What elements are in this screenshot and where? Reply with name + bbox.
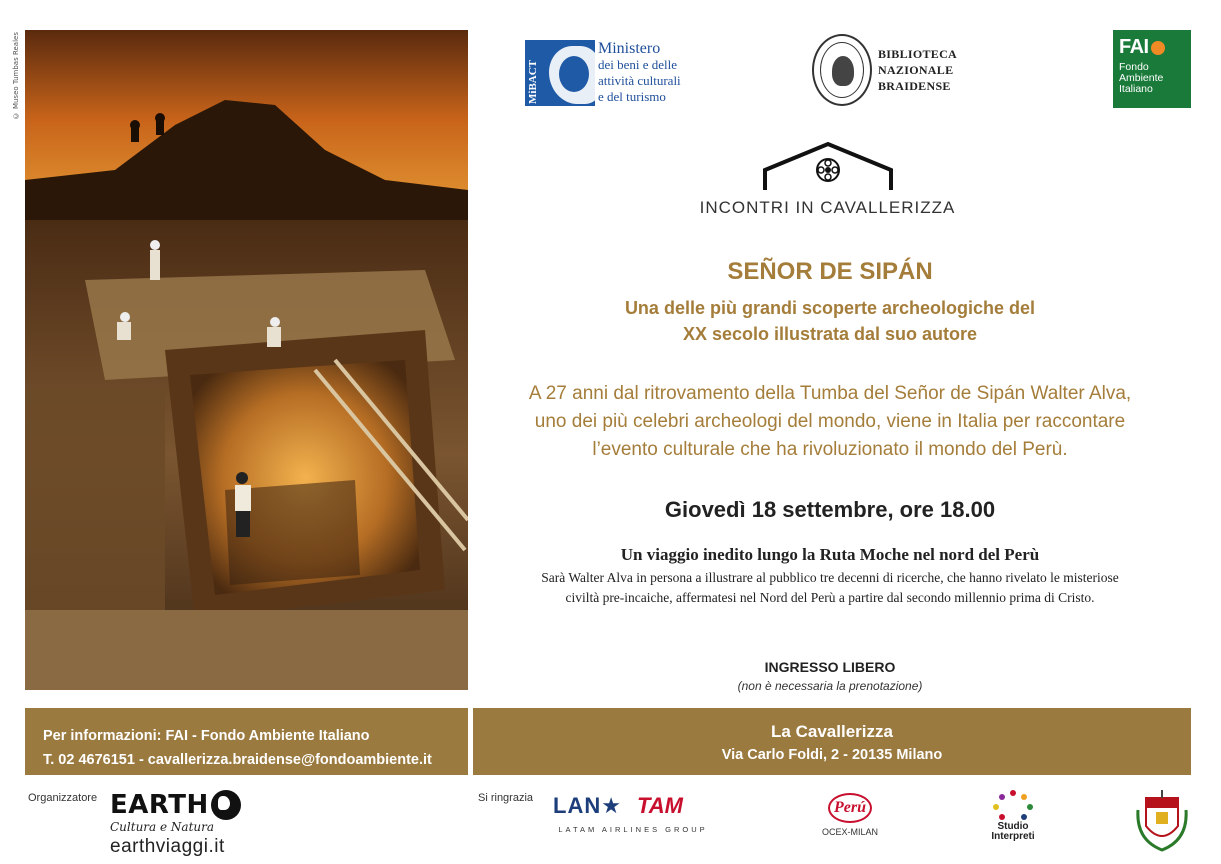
fai-line2: Ambiente (1119, 72, 1164, 84)
journey-title: Un viaggio inedito lungo la Ruta Moche nel nord del Perù (620, 545, 1040, 564)
earth-url: earthviaggi.it (110, 836, 225, 857)
event-title: SEÑOR DE SIPÁN (727, 258, 933, 285)
info-line1: Per informazioni: FAI - Fondo Ambiente Italiano (43, 728, 370, 744)
peru-logo-text: Perú (828, 793, 872, 823)
fai-logo-text: FAI (1119, 36, 1149, 58)
intro-line2: uno dei più celebri archeologi del mondo, viene in Italia per raccontare (534, 411, 1126, 432)
mibact-text (598, 41, 681, 105)
photo-credit: © Museo Tumbas Reales (12, 32, 20, 120)
intro-line1: A 27 anni dal ritrovamento della Tumba del Señor de Sipán Walter Alva, (528, 383, 1132, 404)
fai-flower-icon (1151, 41, 1165, 55)
braidense-line1: BIBLIOTECA (878, 47, 958, 61)
excavation-illustration (25, 30, 468, 690)
latam-group-text: LATAM AIRLINES GROUP (558, 825, 708, 834)
thanks-label: Si ringrazia (478, 792, 534, 804)
journey-line1: Sarà Walter Alva in persona a illustrare al pubblico tre decenni di ricerche, che hanno rivelato le misteriose (541, 570, 1119, 585)
mibact-mark-text: MiBACT (527, 60, 539, 104)
mibact-logo (525, 40, 681, 106)
studio-line1: Studio (997, 821, 1029, 832)
subtitle-line1: Una delle più grandi scoperte archeologiche del (624, 298, 1036, 318)
venue-bar (473, 708, 1191, 775)
ocex-label: OCEX-MILAN (821, 827, 878, 837)
event-subtitle (480, 295, 1180, 347)
dots-ring-icon (983, 790, 1043, 822)
subtitle-line2: XX secolo illustrata dal suo autore (682, 324, 978, 344)
braidense-text (878, 46, 957, 94)
studio-line2: Interpreti (991, 831, 1035, 842)
incontri-logo (690, 140, 965, 218)
braidense-line3: BRAIDENSE (878, 79, 951, 93)
mibact-line3: attività culturali (598, 73, 681, 88)
braidense-seal-icon (812, 34, 872, 106)
journey-text (480, 568, 1180, 608)
lan-logo-text: LAN (553, 793, 602, 818)
globe-icon (211, 790, 241, 820)
event-intro (480, 380, 1180, 464)
fai-logo (1113, 30, 1191, 108)
tam-logo-text: TAM (636, 793, 683, 818)
earth-logo (110, 790, 270, 858)
peru-crest-icon (1136, 790, 1188, 854)
latam-logo (553, 793, 713, 834)
earth-tagline: Cultura e Natura (110, 820, 215, 834)
mibact-emblem (525, 40, 595, 106)
ocex-logo (815, 793, 885, 837)
venue-name: La Cavallerizza (771, 722, 893, 741)
house-rosette-icon (762, 140, 894, 192)
fai-line1: Fondo (1119, 61, 1149, 73)
earth-logo-text: EARTH (110, 790, 209, 820)
fai-line3: Italiano (1119, 83, 1153, 95)
entry-note: (non è necessaria la prenotazione) (737, 679, 923, 693)
braidense-logo (812, 34, 957, 106)
journey-line2: civiltà pre-incaiche, affermatesi nel Nord del Perù a partire dal secondo millennio prima di Cristo. (565, 590, 1095, 605)
event-date: Giovedì 18 settembre, ore 18.00 (664, 497, 996, 522)
entry-label: INGRESSO LIBERO (764, 659, 896, 675)
info-line2: T. 02 4676151 - cavallerizza.braidense@fondoambiente.it (43, 752, 432, 768)
mibact-line1: Ministero (598, 40, 661, 57)
info-bar (25, 708, 468, 775)
mibact-line2: dei beni e delle (598, 57, 678, 72)
star-icon: ★ (601, 793, 621, 818)
organizer-label: Organizzatore (28, 792, 98, 804)
incontri-label: INCONTRI IN CAVALLERIZZA (699, 198, 956, 217)
venue-address: Via Carlo Foldi, 2 - 20135 Milano (721, 747, 943, 763)
studio-interpreti-logo (983, 790, 1043, 842)
mibact-line4: e del turismo (598, 89, 666, 104)
braidense-line2: NAZIONALE (878, 63, 954, 77)
intro-line3: l’evento culturale che ha rivoluzionato il mondo del Perù. (592, 439, 1068, 460)
excavation-photo (25, 30, 468, 690)
